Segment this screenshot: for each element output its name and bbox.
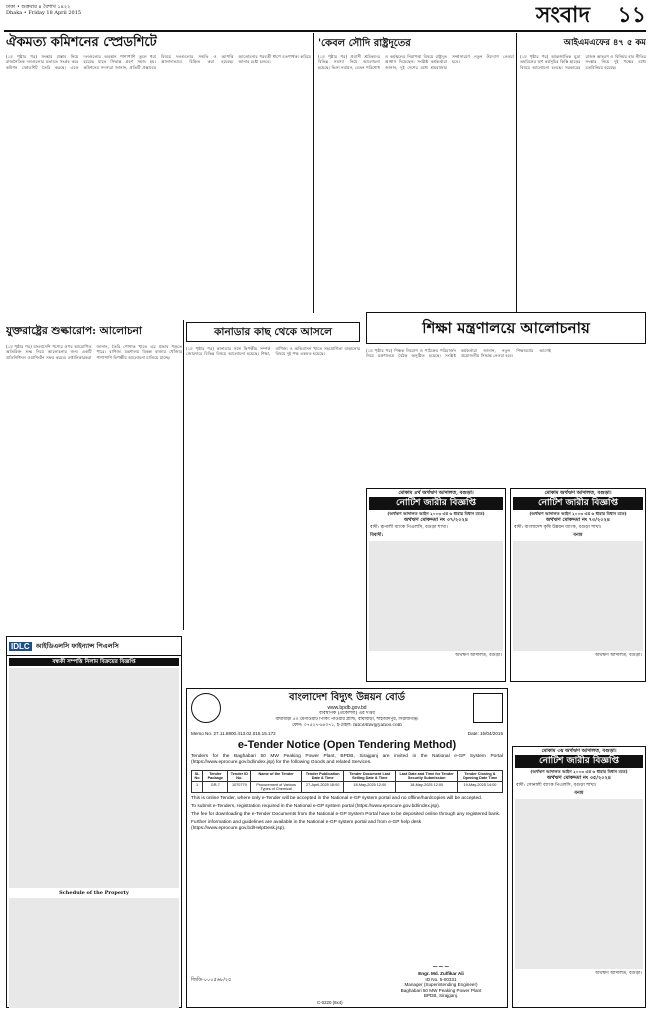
bpdb-signature-block: ~~~ Engr. Md. Zulfikar Ali ID No. 5-00331 Manager (Superintending Engineer) Baghabari 50 MW Peaking Power Plant BPDB, Sirajganj.	[381, 965, 501, 999]
bpdb-signer-id: ID No. 5-00331	[425, 976, 457, 982]
table-header: Last Date and Time for Tender Security Submission	[396, 771, 458, 782]
idlc-logo: IDLC	[11, 641, 30, 651]
table-cell: Procurement of Various Types of Chemical	[251, 782, 302, 793]
bpdb-signer-title: Manager (Superintending Engineer)	[404, 982, 478, 988]
table-cell: GR-7	[203, 782, 228, 793]
notice-center-plaintiff: বাদী: রূপালী ব্যাংক পিএলসি, বগুড়া শাখা।	[370, 525, 448, 530]
table-cell: 19-May-2025 14:00	[457, 782, 502, 793]
table-row	[192, 782, 503, 793]
notice-right-bottom-court: মোকাম ৩য় অর্থঋণ আদালত, বগুড়া।	[541, 748, 617, 754]
notice-right-top-text	[513, 541, 643, 651]
notice-right-bottom-plaintiff: বাদী: সোনালী ব্যাংক পিএলসি, বগুড়া শাখা।	[516, 783, 597, 788]
bpdb-office: ব্যবস্থাপক (প্রকৌশল) এর দপ্তর	[319, 711, 375, 716]
dateline-bn: ঢাকা • শুক্রবার ৪ বৈশাখ ১৪২২	[6, 4, 71, 10]
notice-right-bottom-versus: বনাম	[574, 790, 584, 796]
bpdb-date: Date: 15/04/2015	[467, 731, 503, 736]
bpdb-tender-ad	[186, 688, 508, 1008]
notice-center-ad	[366, 488, 506, 682]
bpdb-tender-table	[191, 770, 503, 793]
notice-right-bottom-case: অর্থঋণ মোকদ্দমা নং ৩৫/২০২৪	[546, 775, 612, 781]
notice-right-top-act: (অর্থঋণ আদালত আইন ২০০৩ এর ৬ ধারার বিধান মতে)	[529, 511, 627, 516]
imf-body: (১ম পৃষ্ঠার পর) আন্তর্জাতিক মুদ্রা তহবিলের ঋণ কর্মসূচির কিস্তি ছাড়ের বিষয়ে আলোচনা চলছে। সরকারের রাজস্ব আহরণ ও বিনিময় হার নীতির সংস্কার নিয়ে দুই পক্ষের মধ্যে মতবিনিময় হয়েছে।	[520, 54, 646, 70]
bpdb-contact: ফোন: ০৭৫২৭-৬৪০৭১, ই-মেইল: mb50mw@yahoo.com	[292, 723, 402, 728]
bpdb-note-3: The fee for downloading the e-Tender Documents from the National e-GP System Portal have to be deposited online through any registered bank.	[191, 812, 501, 817]
notice-center-judge: অর্থঋণ আদালত, বগুড়া।	[455, 653, 502, 659]
bpdb-signer-org: BPDB, Sirajganj.	[423, 993, 459, 999]
idlc-auction-ad	[6, 636, 182, 1008]
idlc-company-name: আইডিএলসি ফাইন্যান্স পিএলসি	[35, 641, 119, 650]
canada-body: (১ম পৃষ্ঠার পর) কানাডার সঙ্গে দ্বিপক্ষীয় সম্পর্ক জোরদারে বিভিন্ন বিষয়ে আলোচনা হয়েছে। শিক্ষা, বাণিজ্য ও অভিবাসন খাতে সহযোগিতা বাড়ানোর বিষয়ে দুই পক্ষ একমত হয়েছে।	[186, 346, 360, 357]
bpdb-website: www.bpdb.gov.bd	[327, 705, 367, 711]
table-header: Name of the Tender	[251, 771, 302, 782]
bpdb-logo-icon	[191, 693, 221, 723]
notice-right-bottom-ad	[512, 746, 646, 1008]
column-rule	[516, 33, 517, 313]
bpdb-cr-code: C-0220 (6x4)	[317, 1000, 343, 1005]
notice-center-title: নোটিশ জারীর বিজ্ঞপ্তি	[369, 497, 503, 510]
bpdb-note-1: This is online Tender, where only e-Tender will be accepted in the National e-GP system portal and no offline/hardcopies will be accepted.	[191, 796, 483, 801]
bpdb-emblem-icon	[473, 693, 503, 723]
bpdb-intro: Tenders for the Baghabari 50 MW Peaking Power Plant, BPDB, Sirajganj are invited in the National e-GP System Portal (https://www.eprocure.gov.bd/index.jsp) for the following Goods and related Services.	[191, 754, 503, 765]
idlc-schedule-title: Schedule of the Property	[59, 890, 129, 896]
column-rule	[183, 320, 184, 630]
notice-right-top-judge: অর্থঋণ আদালত, বগুড়া।	[595, 653, 642, 659]
table-header: Tender Document Last Selling Date & Time	[344, 771, 396, 782]
education-body: (১ম পৃষ্ঠার পর) শিক্ষক নিয়োগ ও পাঠ্যক্রম পরিমার্জন নিয়ে মন্ত্রণালয়ে বৈঠক অনুষ্ঠিত হয়েছে। সংশ্লিষ্ট কর্মকর্তারা জানান, নতুন শিক্ষাবর্ষের আগেই প্রয়োজনীয় সিদ্ধান্ত নেওয়া হবে।	[366, 348, 551, 359]
canada-headline-box	[186, 322, 360, 342]
notice-right-bottom-act: (অর্থঋণ আদালত আইন ২০০৩ এর ৬ ধারার বিধান মতে)	[530, 769, 628, 774]
table-header-row	[192, 771, 503, 782]
bpdb-signer-name: Engr. Md. Zulfikar Ali	[418, 971, 464, 977]
saudi-body: (১ম পৃষ্ঠার পর) প্রবাসী শ্রমিকদের বিভিন্ন সমস্যা নিয়ে আলোচনা হয়েছে। ভিসা নবায়ন, বেতন পরিশোধ ও কর্মস্থলের নিরাপত্তা বিষয়ে রাষ্ট্রদূত আশ্বাস দিয়েছেন। সংশ্লিষ্ট কর্মকর্তারা জানান, দুই দেশের মধ্যে শ্রমবাজার সম্প্রসারণে নতুন উদ্যোগ নেওয়া হবে।	[318, 54, 514, 70]
masthead: সংবাদ	[535, 2, 590, 28]
table-header: Tender Publication Date & Time	[301, 771, 343, 782]
notice-right-top-case: অর্থঋণ মোকদ্দমা নং ৭৩/২০২৪	[545, 517, 611, 523]
column-rule	[313, 33, 314, 313]
page-number: ১১	[617, 2, 646, 28]
notice-right-bottom-text	[515, 799, 643, 969]
notice-center-defendant-label: বিবাদী:	[370, 532, 384, 538]
us-tariff-headline: যুক্তরাষ্ট্রের শুল্কারোপ: আলোচনা	[6, 325, 142, 337]
notice-center-act: (অর্থঋণ আদালত আইন ২০০৩ এর ৬ ধারার বিধান মতে)	[387, 511, 485, 516]
bpdb-ref-no: জিডি-০০০৫৬৮/২৫	[191, 977, 232, 983]
us-tariff-body: (১ম পৃষ্ঠার পর) বাংলাদেশি পণ্যের ওপর আরোপিত অতিরিক্ত শুল্ক নিয়ে আলোচনার জন্য একটি প্রতিনিধিদল ওয়াশিংটন সফর করবে। রপ্তানিকারকরা জানান, তৈরি পোশাক খাতে এর প্রভাব পড়তে পারে। বাণিজ্য মন্ত্রণালয় বিকল্প বাজার খোঁজার পাশাপাশি দ্বিপক্ষীয় আলোচনা চালিয়ে যাচ্ছে।	[6, 344, 182, 360]
imf-headline: আইএমএফের ৪৭ ৫ কম	[563, 38, 646, 48]
saudi-headline: 'কেবল সৌদি রাষ্ট্রদূতের	[318, 38, 411, 49]
notice-center-court: মোকাম ৪র্থ অর্থঋণ আদালত, বগুড়া।	[398, 490, 474, 496]
education-headline-box	[366, 312, 646, 344]
notice-right-top-plaintiff: বাদী: বাংলাদেশ কৃষি উন্নয়ন ব্যাংক, বগুড়া শাখা।	[514, 525, 602, 530]
table-cell: 18-May-2025 12:00	[396, 782, 458, 793]
idlc-auction-title: বন্ধকী সম্পত্তি নিলাম বিক্রয়ের বিজ্ঞপ্তি	[9, 658, 179, 666]
canada-headline: কানাডার কাছ থেকে আসলে	[214, 326, 332, 338]
table-cell: 27-April-2025 18:00	[301, 782, 343, 793]
notice-right-bottom-title: নোটিশ জারীর বিজ্ঞপ্তি	[515, 755, 643, 768]
notice-right-top-ad	[510, 488, 646, 682]
bpdb-note-2: To submit e-Tenders, registration required in the National e-GP system portal (https://www.eprocure.gov.bd/index.jsp).	[191, 804, 441, 809]
table-cell: 18-May-2025 12:00	[344, 782, 396, 793]
dateline-en: Dhaka • Friday 18 April 2015	[6, 10, 82, 16]
bpdb-name: বাংলাদেশ বিদ্যুৎ উন্নয়ন বোর্ড	[289, 692, 405, 703]
notice-right-top-court: মোকাম অর্থঋণ আদালত, বগুড়া।	[544, 490, 612, 496]
table-header: Tender Closing & Opening Date Time	[457, 771, 502, 782]
notice-right-bottom-judge: অর্থঋণ আদালত, বগুড়া।	[595, 971, 642, 977]
table-header: SL No	[192, 771, 203, 782]
education-headline: শিক্ষা মন্ত্রণালয়ে আলোচনায়	[422, 319, 590, 337]
commission-body: (১ম পৃষ্ঠার পর) সংস্কার প্রস্তাব নিয়ে রাজনৈতিক দলগুলোর মতামত সংগ্রহ করে কমিশন স্প্রেডশিট তৈরি করছে। এতে দলগুলোর অবস্থান পাশাপাশি তুলে ধরা হয়েছে যাতে সিদ্ধান্ত গ্রহণ সহজ হয়। কমিশনের সদস্যরা জানান, প্রতিটি প্রস্তাবের বিষয়ে দলগুলোর সম্মতি ও আপত্তি আলাদাভাবে চিহ্নিত করা হয়েছে। আলোচনার পরবর্তী ধাপে মতপার্থক্য কমিয়ে আনার চেষ্টা চলবে।	[6, 54, 311, 70]
table-cell: 1070779	[228, 782, 251, 793]
notice-right-top-versus: বনাম	[573, 532, 583, 538]
table-header: Tender Package	[203, 771, 228, 782]
commission-headline: ঐকমত্য কমিশনের স্প্রেডশিটে	[6, 35, 157, 50]
idlc-schedule-text	[9, 898, 179, 1008]
bpdb-note-4: Further information and guidelines are available in the National e-GP system portal and from e-GP help desk (https://www.eprocure.gov.bd/HelpDesk.jsp).	[191, 820, 422, 831]
notice-center-case: অর্থঋণ মোকদ্দমা নং ৩৭/২০২৪	[403, 517, 469, 523]
table-header: Tender ID No.	[228, 771, 251, 782]
bpdb-address: বাঘাবাড়ী ৫০ মেগাওয়াট পিকিং পাওয়ার প্ল্যান্ট, বাঘাবাড়ী, শাহজাদপুর, সিরাজগঞ্জ।	[275, 717, 419, 722]
bpdb-memo: Memo No. 27.11.8800.413.02.015.15.172	[191, 731, 276, 736]
idlc-auction-details	[9, 668, 179, 888]
notice-right-top-title: নোটিশ জারীর বিজ্ঞপ্তি	[513, 497, 643, 510]
header-rule	[4, 30, 646, 32]
bpdb-tender-title: e-Tender Notice (Open Tendering Method)	[237, 739, 457, 751]
bpdb-signer-office: Baghabari 50 MW Peaking Power Plant	[400, 987, 482, 993]
notice-center-text	[369, 541, 503, 651]
table-cell: 1	[192, 782, 203, 793]
